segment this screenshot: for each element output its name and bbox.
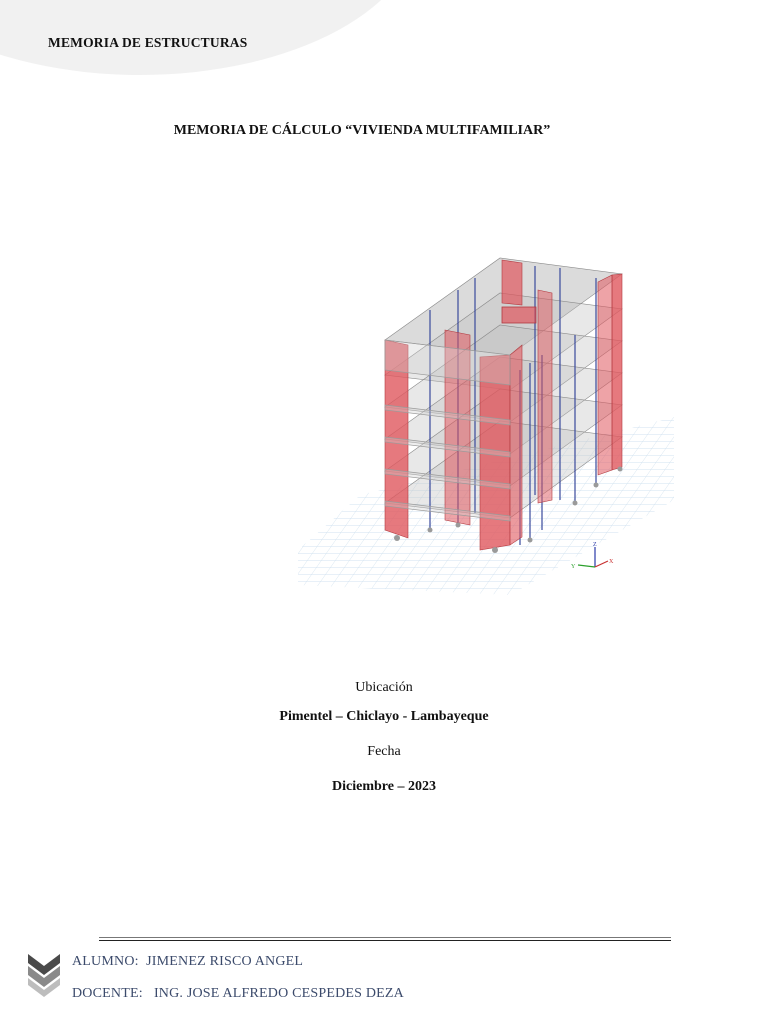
axis-x-label: X [609,559,614,565]
footer-rule [99,937,671,938]
teacher-label: DOCENTE: [72,986,143,1001]
footer-rule-bold [99,940,671,941]
header-title: MEMORIA DE ESTRUCTURAS [48,35,248,50]
axis-z-label: Z [593,542,597,548]
date-value: Diciembre – 2023 [332,779,436,794]
student-name: JIMENEZ RISCO ANGEL [146,954,304,969]
document-title: MEMORIA DE CÁLCULO “VIVIENDA MULTIFAMILIAR” [173,123,551,138]
axis-y-label: Y [571,564,576,570]
elevator-core [502,307,536,323]
teacher-line [72,986,404,1002]
student-label: ALUMNO: [72,954,139,969]
date-label: Fecha [367,744,401,759]
location-value: Pimentel – Chiclayo - Lambayeque [279,709,489,724]
location-label: Ubicación [355,680,413,695]
teacher-name: ING. JOSE ALFREDO CESPEDES DEZA [153,986,404,1001]
chevron-down-icon [26,952,62,998]
student-line [72,954,303,970]
structural-model-figure [290,245,680,605]
